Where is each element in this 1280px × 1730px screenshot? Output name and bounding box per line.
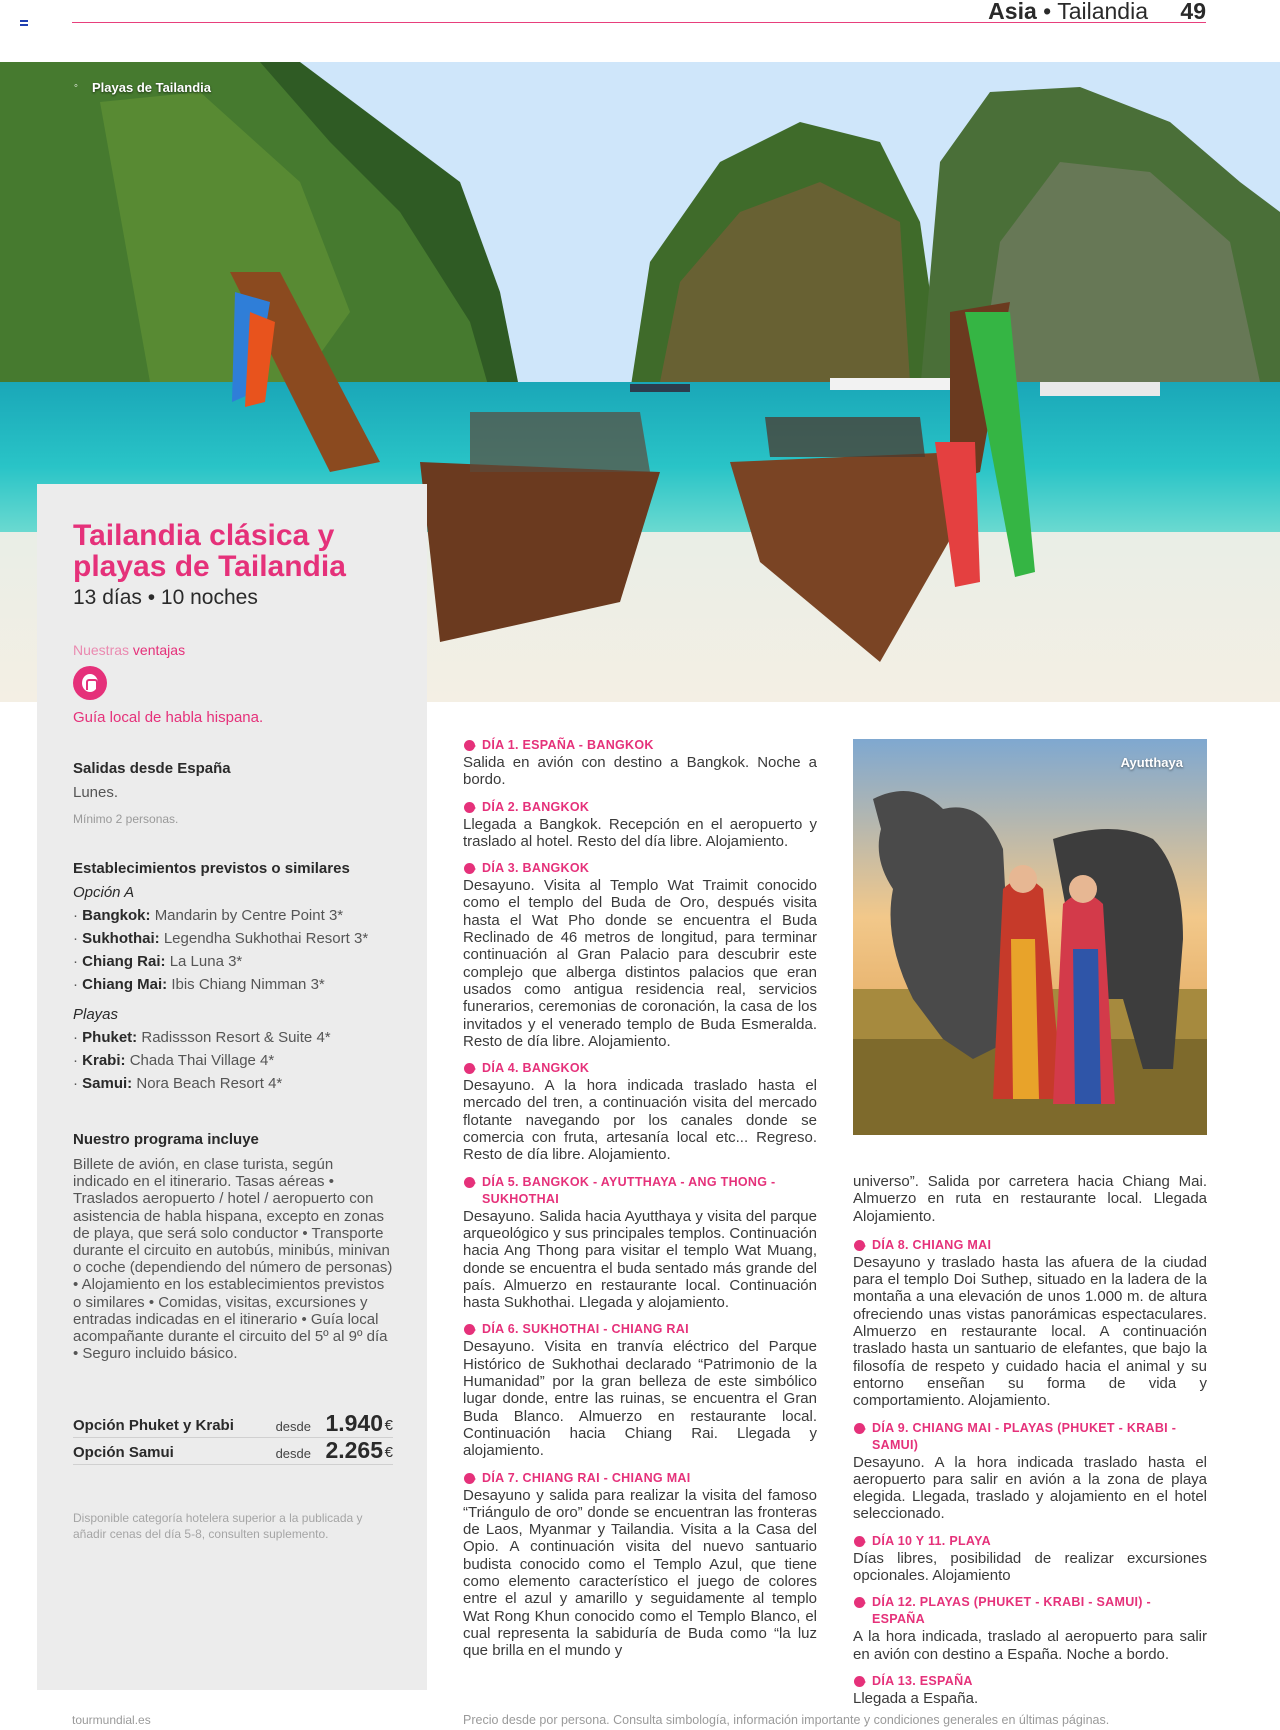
ayutthaya-photo xyxy=(853,739,1207,1135)
itinerary-day xyxy=(463,799,817,851)
spain-flag-icon xyxy=(20,20,28,26)
spanish-guide-icon xyxy=(73,666,107,700)
includes-title: Nuestro programa incluye xyxy=(73,1131,259,1148)
itinerary-day xyxy=(853,1594,1207,1663)
photo-caption: Ayutthaya xyxy=(1120,755,1183,770)
advantage-text: Guía local de habla hispana. xyxy=(73,709,264,726)
continued-text: universo”. Salida por carretera hacia Chiang Mai. Almuerzo en ruta en restaurante local. Llegada Alojamiento. xyxy=(853,1173,1207,1225)
hotels-title: Establecimientos previstos o similares xyxy=(73,860,350,877)
itinerary-day xyxy=(463,737,817,789)
hotel-item: · Chiang Mai: Ibis Chiang Nimman 3* xyxy=(73,976,325,993)
day-title: DÍA 1. ESPAÑA - BANGKOK xyxy=(463,737,817,754)
section-title: Asia • Tailandia xyxy=(988,0,1148,24)
itinerary-day xyxy=(853,1237,1207,1410)
price-currency: € xyxy=(384,1444,393,1461)
day-title: DÍA 13. ESPAÑA xyxy=(853,1673,1207,1690)
price-label: Opción Phuket y Krabi xyxy=(73,1417,234,1434)
day-title: DÍA 12. PLAYAS (PHUKET - KRABI - SAMUI) - ESPAÑA xyxy=(853,1594,1207,1628)
footer-disclaimer: Precio desde por persona. Consulta simbología, información importante y condiciones generales en últimas páginas. xyxy=(463,1713,1110,1727)
itinerary-column-2 xyxy=(853,1173,1207,1717)
price-row xyxy=(73,1439,393,1465)
itinerary-day xyxy=(853,1673,1207,1707)
hotel-item: · Chiang Rai: La Luna 3* xyxy=(73,953,243,970)
day-text: A la hora indicada, traslado al aeropuerto para salir en avión con destino a España. Noche a bordo. xyxy=(853,1628,1207,1663)
day-text: Desayuno. A la hora indicada traslado hasta el mercado del tren, a continuación visita del mercado flotante navegando por los canales donde se comercia con fruta, artesanía local etc... Regreso. Resto de día libre. Alojamiento. xyxy=(463,1077,817,1164)
day-title: DÍA 5. BANGKOK - AYUTTHAYA - ANG THONG - SUKHOTHAI xyxy=(463,1174,817,1208)
price-currency: € xyxy=(384,1417,393,1434)
hero-caption: Playas de Tailandia xyxy=(92,80,211,95)
advantages-label: Nuestras ventajas xyxy=(73,642,186,658)
hotel-item: · Bangkok: Mandarin by Centre Point 3* xyxy=(73,907,344,924)
hotel-item: · Krabi: Chada Thai Village 4* xyxy=(73,1052,275,1069)
price-from: desde xyxy=(275,1446,311,1461)
camera-icon: ◦ xyxy=(74,80,78,92)
day-text: Salida en avión con destino a Bangkok. Noche a bordo. xyxy=(463,754,817,789)
itinerary-day xyxy=(463,1470,817,1660)
price-value: 1.940 xyxy=(325,1410,383,1436)
hotel-item: · Samui: Nora Beach Resort 4* xyxy=(73,1075,283,1092)
trip-duration: 13 días • 10 noches xyxy=(73,586,258,609)
itinerary-day xyxy=(463,1060,817,1163)
itinerary-day xyxy=(463,1174,817,1312)
day-title: DÍA 6. SUKHOTHAI - CHIANG RAI xyxy=(463,1321,817,1338)
minimum-people: Mínimo 2 personas. xyxy=(73,812,179,826)
day-title: DÍA 8. CHIANG MAI xyxy=(853,1237,1207,1254)
option-a-label: Opción A xyxy=(73,884,135,901)
day-title: DÍA 9. CHIANG MAI - PLAYAS (PHUKET - KRABI - SAMUI) xyxy=(853,1420,1207,1454)
price-label: Opción Samui xyxy=(73,1444,174,1461)
day-text: Llegada a España. xyxy=(853,1689,979,1707)
price-row xyxy=(73,1412,393,1438)
itinerary-day xyxy=(853,1420,1207,1523)
price-value: 2.265 xyxy=(325,1437,383,1463)
day-text: Días libres, posibilidad de realizar excursiones opcionales. Alojamiento xyxy=(853,1549,1207,1585)
departures-title: Salidas desde España xyxy=(73,760,231,777)
day-text: Desayuno. Visita al Templo Wat Traimit conocido como el templo del Buda de Oro, después visita hasta el Wat Pho donde se encuentra el Buda Reclinado de 46 metros de longitud, para terminar continuación al Gran Palacio para descubrir este complejo que alberga distintos palacios que eran usados como antigua residencia real, servicios funerarios, ceremonias de coronación, la casa de los invitados y el venerado templo de Buda Esmeralda. Resto de día libre. Alojamiento. xyxy=(463,877,817,1050)
supplement-note: Disponible categoría hotelera superior a la publicada y añadir cenas del día 5-8, consulten suplemento. xyxy=(73,1511,363,1541)
day-text: Desayuno. Visita en tranvía eléctrico del Parque Histórico de Sukhothai declarado “Patrimonio de la Humanidad” por la gran belleza de este simbólico lugar donde, entre las ruinas, se encuentra el Gran Buda Blanco. Almuerzo en restaurante local. Continuación hacia Chiang Rai. Llegada y alojamiento. xyxy=(463,1338,817,1460)
elephants-illustration xyxy=(853,739,1207,1135)
trip-title: Tailandia clásica y playas de Tailandia xyxy=(73,519,346,583)
day-title: DÍA 2. BANGKOK xyxy=(463,799,817,816)
day-title: DÍA 3. BANGKOK xyxy=(463,860,817,877)
itinerary-day xyxy=(853,1533,1207,1585)
day-text: Desayuno y salida para realizar la visita del famoso “Triángulo de oro” donde se encuentran las fronteras de Laos, Myanmar y Tailandia. Visita a la Casa del Opio. A continuación visita del nuevo santuario budista conocido como el Templo Azul, que tiene como elemento característico el juego de colores entre el azul y amarillo y seguidamente al templo Wat Rong Khun conocido como el Templo Blanco, el cual representa la sabiduría de Buda como “la luz que brilla en el mundo y xyxy=(463,1486,817,1660)
day-title: DÍA 7. CHIANG RAI - CHIANG MAI xyxy=(463,1470,817,1487)
includes-text: Billete de avión, en clase turista, según indicado en el itinerario. Tasas aéreas • Traslados aeropuerto / hotel / aeropuerto con asistencia de habla hispana, excepto en zonas de playa, que será solo conductor • Transporte durante el circuito en autobús, minibús, minivan o coche (dependiendo del número de personas) • Alojamiento en los establecimientos previstos o similares • Comidas, visitas, excursiones y entradas indicadas en el itinerario • Guía local acompañante durante el circuito del 5º al 9º día • Seguro incluido básico. xyxy=(73,1156,393,1363)
day-text: Desayuno. A la hora indicada traslado hasta el aeropuerto para salir en avión a la zona de playa elegida. Llegada, traslado y alojamiento en el hotel seleccionado. xyxy=(853,1453,1207,1523)
day-text: Llegada a Bangkok. Recepción en el aeropuerto y traslado al hotel. Resto del día libre. Alojamiento. xyxy=(463,815,817,850)
hotel-item: · Sukhothai: Legendha Sukhothai Resort 3* xyxy=(73,930,369,947)
info-panel xyxy=(37,484,427,1690)
day-text: Desayuno y traslado hasta las afuera de la ciudad para el templo Doi Suthep, situado en la ladera de la montaña a una elevación de unos 1.000 m. de altura ofreciendo unas vistas panorámicas espectaculares. Almuerzo en restaurante local. A continuación traslado hasta un santuario de elefantes, que bajo la filosofía de respeto y cuidado hacia el animal y su entorno enseñan su forma de vida y comportamiento. Alojamiento. xyxy=(853,1253,1207,1410)
day-title: DÍA 10 Y 11. PLAYA xyxy=(853,1533,1207,1550)
itinerary-column-1 xyxy=(463,737,817,1669)
day-title: DÍA 4. BANGKOK xyxy=(463,1060,817,1077)
day-text: Desayuno. Salida hacia Ayutthaya y visita del parque arqueológico y sus principales templos. Continuación hacia Ang Thong para visitar el templo Wat Muang, donde se encuentra el buda sentado más grande del país. Almuerzo en restaurante local. Continuación hasta Sukhothai. Llegada y alojamiento. xyxy=(463,1207,817,1312)
website-link[interactable]: tourmundial.es xyxy=(72,1713,151,1727)
hotel-item: · Phuket: Radissson Resort & Suite 4* xyxy=(73,1029,331,1046)
beaches-label: Playas xyxy=(73,1006,119,1023)
page-number: 49 xyxy=(1180,0,1206,24)
departure-days: Lunes. xyxy=(73,784,119,801)
itinerary-day xyxy=(463,860,817,1050)
price-from: desde xyxy=(275,1419,311,1434)
itinerary-day xyxy=(463,1321,817,1459)
